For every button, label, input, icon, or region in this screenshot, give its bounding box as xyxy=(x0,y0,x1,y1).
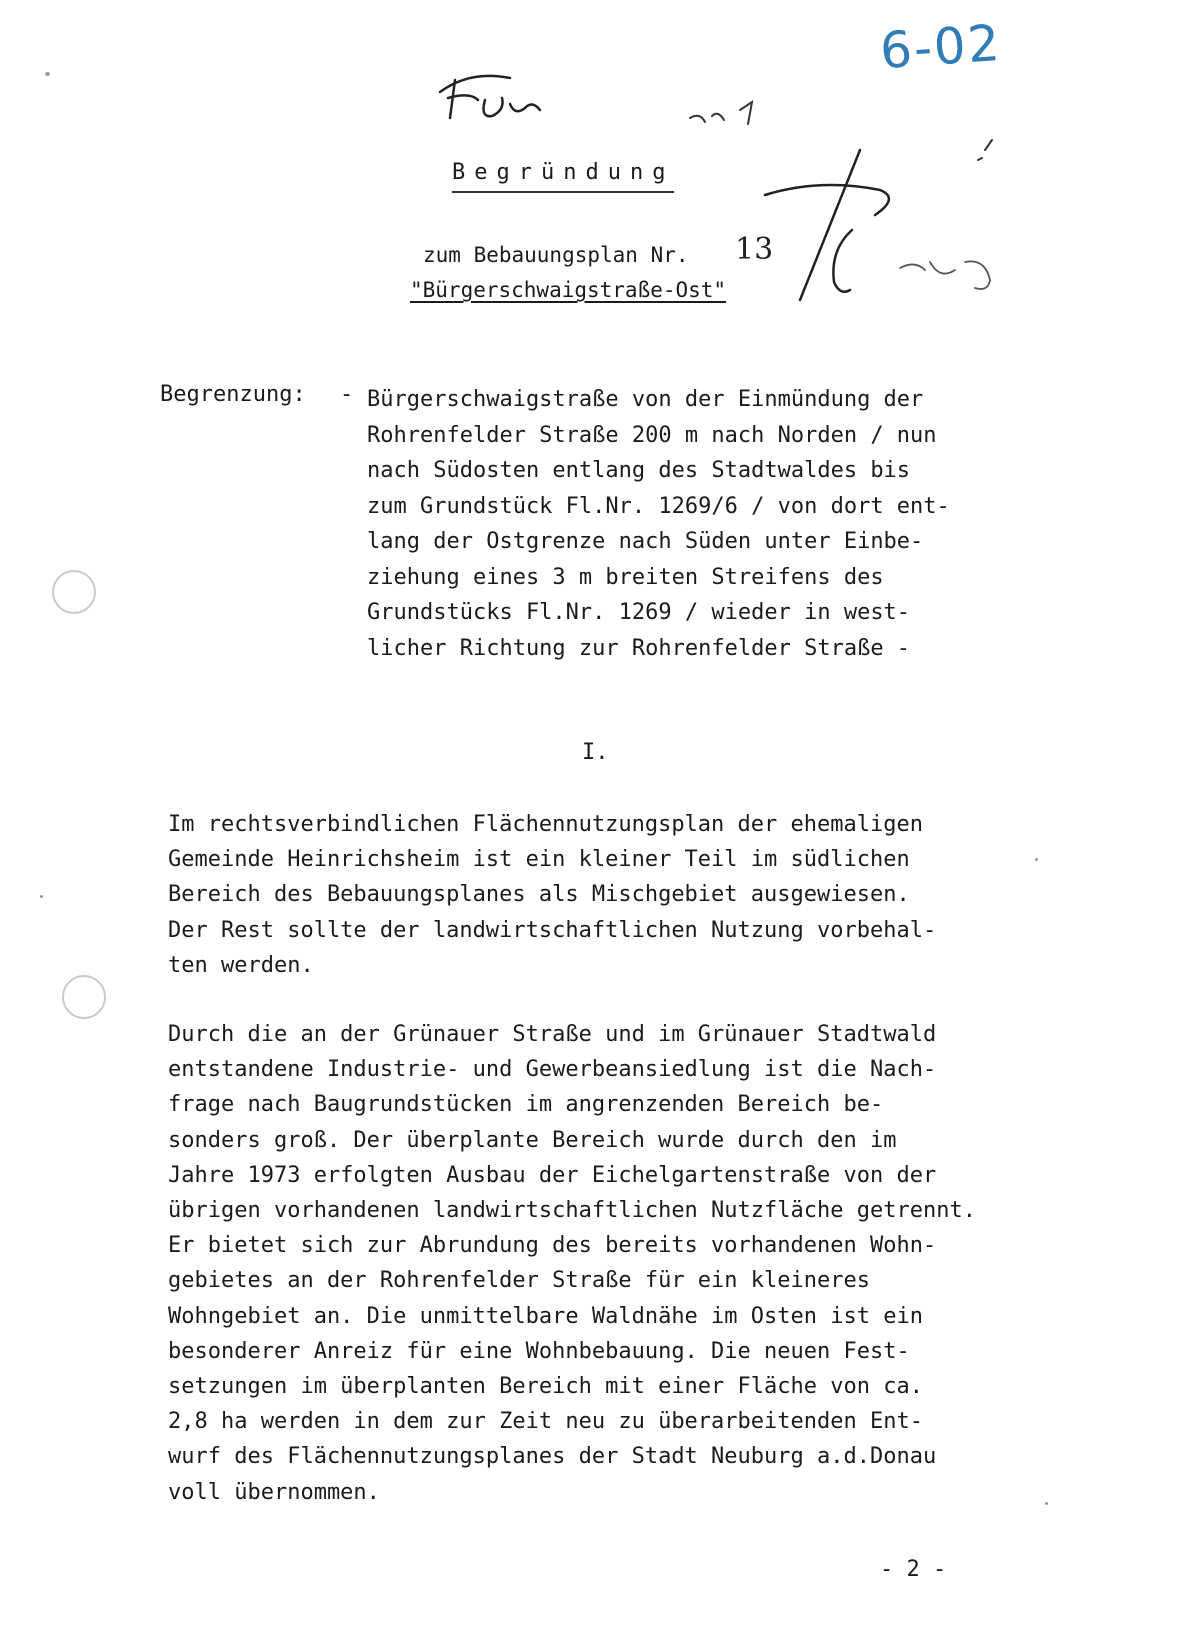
paragraph-line: gebietes an der Rohrenfelder Straße für ein kleineres xyxy=(168,1268,870,1294)
page-number: - 2 - xyxy=(880,1557,947,1582)
document-title: Begründung xyxy=(452,160,674,193)
boundary-label: Begrenzung: xyxy=(160,382,306,407)
punch-hole-icon xyxy=(52,570,96,614)
boundary-line: Grundstücks Fl.Nr. 1269 / wieder in west- xyxy=(367,600,911,625)
paragraph-line: wurf des Flächennutzungsplanes der Stadt Neuburg a.d.Donau xyxy=(168,1444,937,1470)
boundary-line: nach Südosten entlang des Stadtwaldes bis xyxy=(367,458,911,483)
paragraph-line: Wohngebiet an. Die unmittelbare Waldnähe im Osten ist ein xyxy=(168,1303,923,1329)
paragraph-line: frage nach Baugrundstücken im angrenzenden Bereich be- xyxy=(168,1092,884,1118)
paragraph-line: sonders groß. Der überplante Bereich wurde durch den im xyxy=(168,1127,897,1153)
paragraph-line: Im rechtsverbindlichen Flächennutzungsplan der ehemaligen xyxy=(168,812,923,837)
speck xyxy=(45,72,50,76)
paragraph-line: Durch die an der Grünauer Straße und im Grünauer Stadtwald xyxy=(168,1022,937,1047)
paragraph-line: Bereich des Bebauungsplanes als Mischgebiet ausgewiesen. xyxy=(168,882,910,908)
paragraph-line: entstandene Industrie- und Gewerbeansiedlung ist die Nach- xyxy=(168,1057,937,1083)
boundary-line: zum Grundstück Fl.Nr. 1269/6 / von dort ent- xyxy=(367,493,950,519)
boundary-line: Bürgerschwaigstraße von der Einmündung der xyxy=(367,387,924,412)
boundary-line: licher Richtung zur Rohrenfelder Straße - xyxy=(367,635,911,661)
speck xyxy=(1035,858,1038,861)
section-number: I. xyxy=(582,740,609,765)
boundary-line: lang der Ostgrenze nach Süden unter Einbe- xyxy=(367,529,924,554)
speck xyxy=(40,895,43,898)
boundary-line: Rohrenfelder Straße 200 m nach Norden / nun xyxy=(367,422,937,448)
paragraph-line: Er bietet sich zur Abrundung des bereits vorhandenen Wohn- xyxy=(168,1233,937,1259)
boundary-description xyxy=(367,382,1007,666)
paragraph-2 xyxy=(168,1017,1048,1510)
paragraph-line: Gemeinde Heinrichsheim ist ein kleiner Teil im südlichen xyxy=(168,847,910,873)
paragraph-line: besonderer Anreiz für eine Wohnbebauung. Die neuen Fest- xyxy=(168,1338,910,1364)
boundary-line: ziehung eines 3 m breiten Streifens des xyxy=(367,564,884,590)
paragraph-line: ten werden. xyxy=(168,952,314,978)
paragraph-line: übrigen vorhandenen landwirtschaftlichen Nutzfläche getrennt. xyxy=(168,1198,976,1224)
speck xyxy=(1045,1502,1048,1505)
boundary-dash: - xyxy=(340,382,354,407)
paragraph-line: 2,8 ha werden in dem zur Zeit neu zu überarbeitenden Ent- xyxy=(168,1409,923,1435)
plan-number: 13 xyxy=(735,232,774,267)
file-number: 6-02 xyxy=(878,13,1004,81)
paragraph-1 xyxy=(168,807,1048,983)
paragraph-line: setzungen im überplanten Bereich mit einer Fläche von ca. xyxy=(168,1374,923,1400)
paragraph-line: voll übernommen. xyxy=(168,1479,380,1505)
punch-hole-icon xyxy=(62,975,106,1019)
paragraph-line: Der Rest sollte der landwirtschaftlichen Nutzung vorbehal- xyxy=(168,917,937,943)
paragraph-line: Jahre 1973 erfolgten Ausbau der Eichelgartenstraße von der xyxy=(168,1162,937,1188)
plan-subtitle: zum Bebauungsplan Nr. xyxy=(423,243,689,267)
plan-name: "Bürgerschwaigstraße-Ost" xyxy=(410,278,727,302)
